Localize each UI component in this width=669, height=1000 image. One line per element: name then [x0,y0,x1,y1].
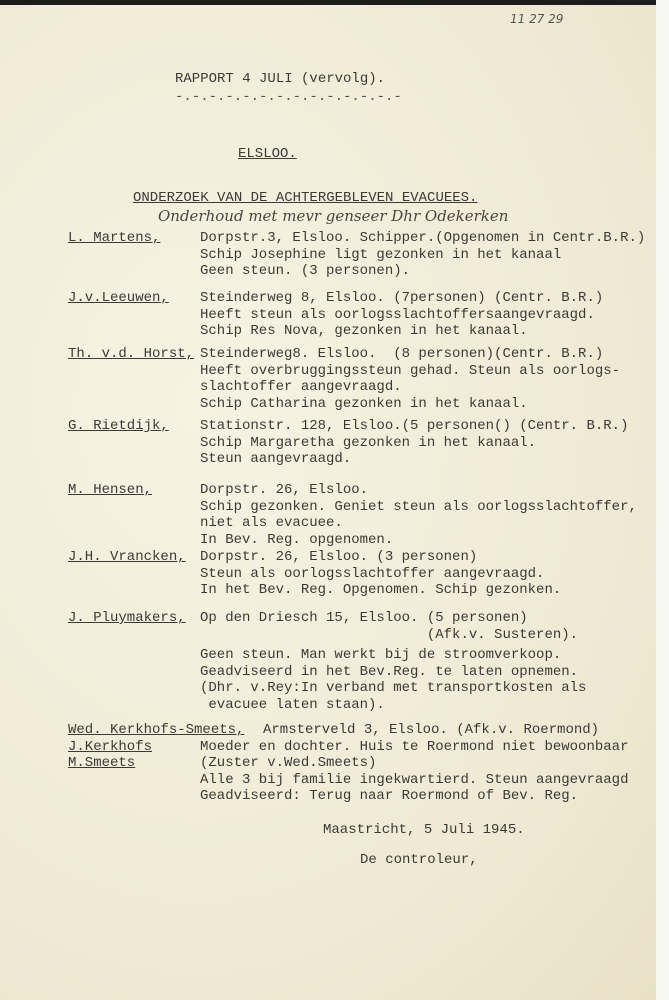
entry-line: Dorpstr. 26, Elsloo. (3 personen) [200,549,478,565]
entry-name: Wed. Kerkhofs-Smeets, [68,722,245,738]
entry-line: Steun als oorlogsslachtoffer aangevraagd. [200,565,545,582]
entry-line: Steinderweg 8, Elsloo. (7personen) (Centr. B.R.) [200,290,604,306]
entry-line: Steun aangevraagd. [200,451,352,467]
entry-line: Heeft overbruggingssteun gehad. Steun als oorlogs- [200,362,621,379]
entry-line: (Dhr. v.Rey:In verband met transportkosten als [200,680,587,696]
entry-line: Geadviseerd: Terug naar Roermond of Bev. Reg. [200,788,579,804]
entry-line: Geen steun. (3 personen). [200,263,411,279]
entry-line: Op den Driesch 15, Elsloo. (5 personen) [200,610,528,626]
entry-line: slachtoffer aangevraagd. [200,379,402,395]
entry-line: niet als evacuee. [200,515,343,531]
entry-name: Th. v.d. Horst, [68,346,195,362]
entry-line: Armsterveld 3, Elsloo. (Afk.v. Roermond) [263,722,600,738]
entry-line: Geen steun. Man werkt bij de stroomverkoop. [200,647,562,663]
entry-line: Geadviseerd in het Bev.Reg. te laten opnemen. [200,663,579,680]
handwritten-note: Onderhoud met mevr genseer Dhr Odekerken [158,207,509,225]
entry-name: J. Pluymakers, [68,610,186,626]
document-page [0,4,656,1000]
entry-line: Dorpstr. 26, Elsloo. [200,482,369,498]
entry-line: (Zuster v.Wed.Smeets) [200,755,377,771]
entry-name: M. Hensen, [68,482,153,498]
entry-name: J.Kerkhofs [68,738,153,755]
entry-name: G. Rietdijk, [68,418,169,434]
entry-line: Steinderweg8. Elsloo. (8 personen)(Centr. B.R.) [200,346,604,362]
entry-line: In Bev. Reg. opgenomen. [200,531,394,548]
entry-line: Alle 3 bij familie ingekwartierd. Steun aangevraagd [200,771,629,788]
place-date: Maastricht, 5 Juli 1945. [323,822,525,838]
entry-line: Schip Catharina gezonken in het kanaal. [200,395,528,412]
section-heading: ONDERZOEK VAN DE ACHTERGEBLEVEN EVACUEES. [133,190,478,206]
signatory: De controleur, [360,852,478,868]
report-title: RAPPORT 4 JULI (vervolg). [175,71,386,87]
entry-line: Stationstr. 128, Elsloo.(5 personen() (Centr. B.R.) [200,418,629,434]
archive-number: 11 27 29 [510,12,564,26]
scan-right-edge [656,0,669,1000]
place-heading: ELSLOO. [238,146,297,162]
entry-name: M.Smeets [68,755,136,771]
entry-line: Schip Res Nova, gezonken in het kanaal. [200,323,528,339]
entry-name: L. Martens, [68,230,161,246]
entry-line: Schip gezonken. Geniet steun als oorlogsslachtoffer, [200,498,637,515]
entry-line: Heeft steun als oorlogsslachtoffersaangevraagd. [200,306,595,323]
entry-name: J.v.Leeuwen, [68,290,169,306]
title-rule: -.-.-.-.-.-.-.-.-.-.-.-.-.- [175,89,402,105]
entry-line: evacuee laten staan). [200,696,385,713]
entry-line: In het Bev. Reg. Opgenomen. Schip gezonken. [200,582,562,598]
scan-top-edge [0,0,669,5]
entry-line: (Afk.v. Susteren). [200,626,579,643]
entry-line: Schip Josephine ligt gezonken in het kanaal [200,246,562,263]
entry-line: Schip Margaretha gezonken in het kanaal. [200,434,537,451]
entry-name: J.H. Vrancken, [68,549,186,565]
entry-line: Dorpstr.3, Elsloo. Schipper.(Opgenomen in Centr.B.R.) [200,230,646,246]
entry-line: Moeder en dochter. Huis te Roermond niet bewoonbaar [200,738,629,755]
